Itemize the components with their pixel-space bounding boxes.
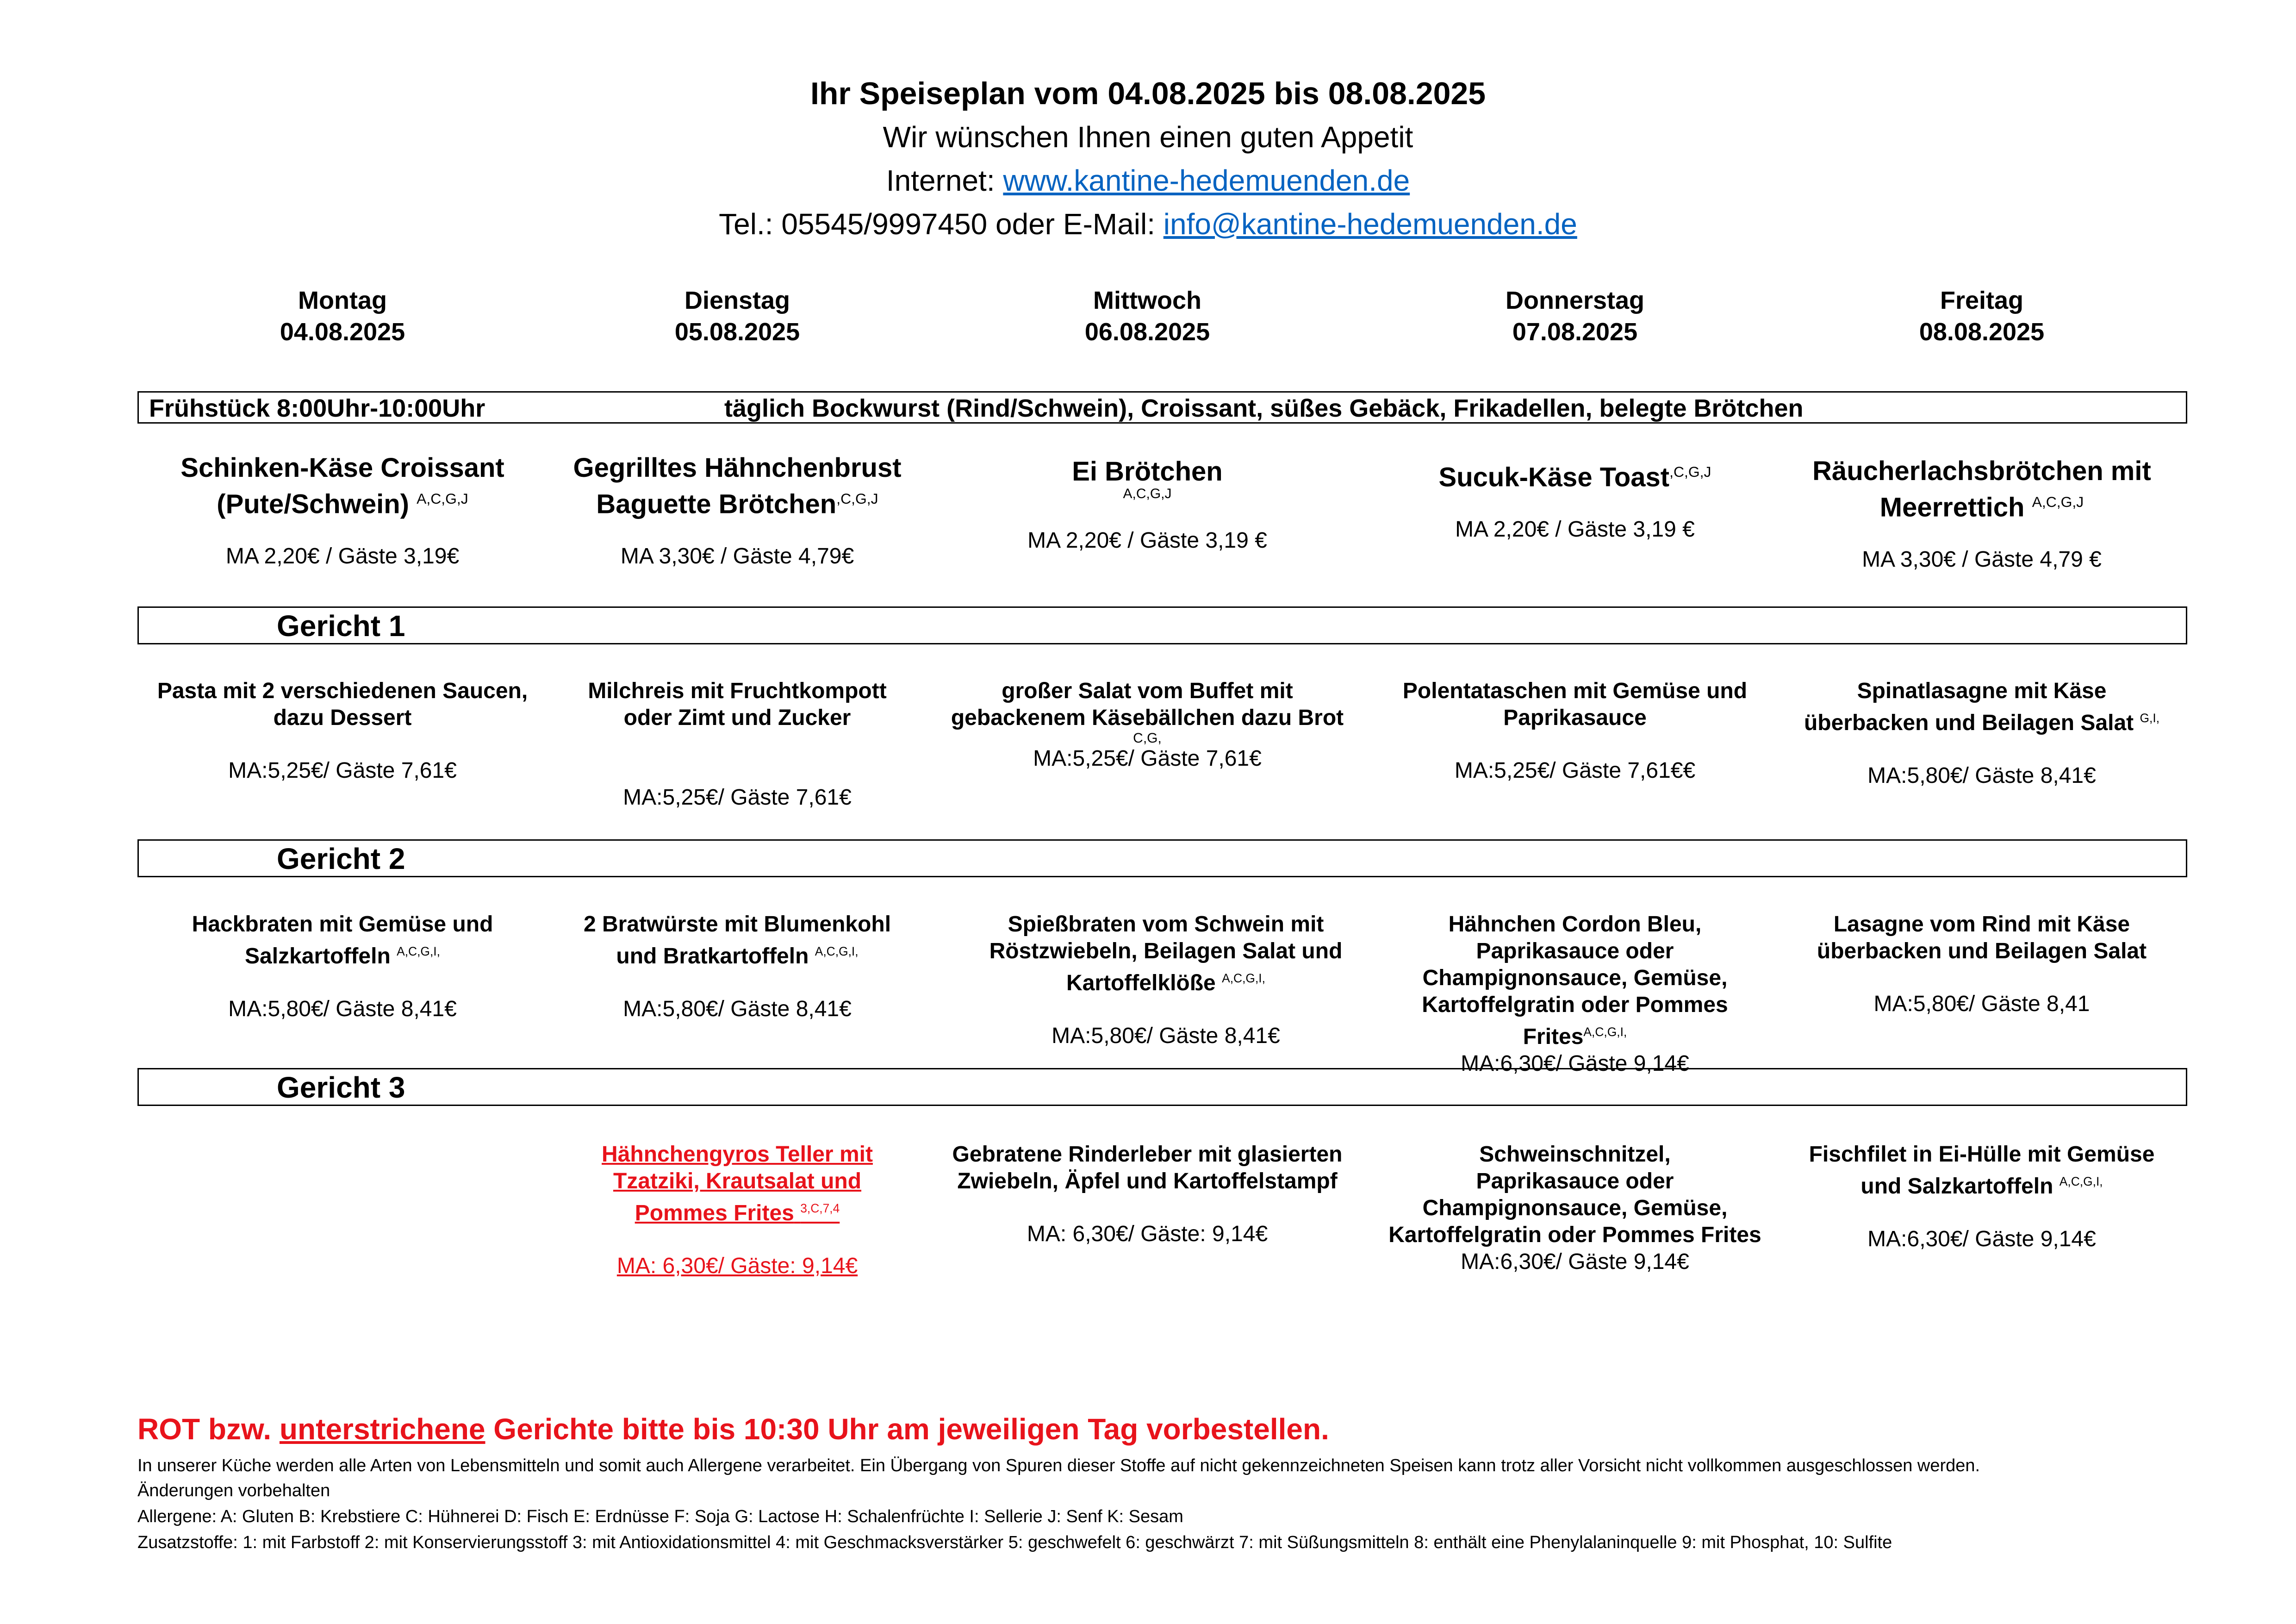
notice-text: ROT bzw.	[137, 1412, 280, 1446]
dish-line: Meerrettich	[1879, 492, 2025, 523]
allergen-codes: 3,C,7,4	[800, 1201, 840, 1215]
dish-line: gebackenem Käsebällchen dazu Brot	[951, 706, 1344, 730]
dish-line: Schinken-Käse Croissant	[180, 453, 504, 483]
gericht-1-bar	[137, 606, 2187, 644]
gericht2-item-thursday	[1385, 911, 1765, 1077]
dish-line: großer Salat vom Buffet mit	[1002, 679, 1293, 703]
dish-line: Salzkartoffeln	[245, 944, 391, 968]
dish-name	[153, 678, 532, 731]
gericht2-item-monday	[153, 911, 532, 1023]
dish-line: dazu Dessert	[273, 706, 412, 730]
dish-name	[548, 453, 927, 519]
gericht-2-bar	[137, 839, 2187, 877]
dish-line: Paprikasauce oder	[1476, 1169, 1674, 1193]
day-header-thursday	[1390, 285, 1760, 348]
breakfast-item-friday	[1792, 456, 2172, 574]
dish-name	[548, 1141, 927, 1227]
dish-line: Kartoffelgratin oder Pommes Frites	[1388, 1223, 1761, 1247]
contact-line	[0, 202, 2296, 246]
dish-price: MA:5,25€/ Gäste 7,61€€	[1454, 758, 1696, 783]
dish-line: Röstzwiebeln, Beilagen Salat und	[989, 939, 1343, 963]
allergen-codes: ,C,G,J	[836, 490, 878, 507]
dish-line: überbacken und Beilagen Salat	[1804, 711, 2134, 735]
additives-legend: Zusatzstoffe: 1: mit Farbstoff 2: mit Konservierungsstoff 3: mit Antioxidationsmittel 4: mit Geschmacksverstärker 5: geschwefelt 6: geschwärzt 7: mit Süßungsmitteln 8: enthält eine Phenylalaninquelle 9: mit Phosphat, 10: Sulfite	[137, 1533, 1892, 1552]
gericht3-item-thursday	[1381, 1141, 1769, 1275]
gericht1-item-thursday	[1385, 678, 1765, 784]
greeting-text: Wir wünschen Ihnen einen guten Appetit	[883, 120, 1413, 154]
dish-line: oder Zimt und Zucker	[623, 706, 851, 730]
dish-price: MA 2,20€ / Gäste 3,19 €	[1455, 517, 1695, 542]
dish-price: MA:6,30€/ Gäste 9,14€	[1867, 1227, 2096, 1251]
gericht3-item-tuesday	[548, 1141, 927, 1280]
dish-name	[153, 453, 532, 519]
changes-note: Änderungen vorbehalten	[137, 1481, 330, 1500]
dish-line: Baguette Brötchen	[596, 489, 837, 519]
dish-price: MA:5,25€/ Gäste 7,61€	[623, 785, 852, 810]
day-name: Montag	[298, 287, 387, 314]
dish-price: MA 3,30€ / Gäste 4,79 €	[1862, 547, 2102, 572]
allergen-codes: A,C,G,J	[2032, 493, 2084, 510]
dish-name	[1381, 1141, 1769, 1249]
dish-line: Hähnchen Cordon Bleu,	[1448, 912, 1702, 937]
day-header-tuesday	[552, 285, 922, 348]
allergen-codes: A,C,G,I,	[397, 944, 440, 958]
breakfast-label: Frühstück 8:00Uhr-10:00Uhr	[149, 394, 485, 422]
dish-line: Gegrilltes Hähnchenbrust	[573, 453, 902, 483]
gericht-label: Gericht 1	[277, 609, 405, 643]
dish-line: Sucuk-Käse Toast	[1438, 462, 1670, 493]
breakfast-bar	[137, 391, 2187, 424]
allergen-codes: ,C,G,J	[1669, 463, 1711, 480]
dish-price: MA:6,30€/ Gäste 9,14€	[1461, 1249, 1689, 1274]
dish-name	[1792, 456, 2172, 523]
dish-price: MA 2,20€ / Gäste 3,19 €	[1027, 528, 1267, 553]
dish-line: Räucherlachsbrötchen mit	[1812, 456, 2151, 486]
dish-name	[1792, 911, 2172, 965]
day-name: Mittwoch	[1093, 287, 1201, 314]
day-name: Donnerstag	[1505, 287, 1645, 314]
day-header-wednesday	[962, 285, 1332, 348]
dish-line: Tzatziki, Krautsalat und	[613, 1169, 862, 1193]
dish-line: Paprikasauce	[1503, 706, 1647, 730]
dish-line: und Bratkartoffeln	[616, 944, 809, 968]
dish-name	[934, 1141, 1360, 1195]
day-date: 08.08.2025	[1919, 318, 2045, 346]
dish-name	[1385, 911, 1765, 1050]
dish-name	[548, 678, 927, 731]
allergen-codes: A,C,G,I,	[815, 944, 859, 958]
gericht-label: Gericht 2	[277, 842, 405, 875]
dish-name	[548, 911, 927, 970]
gericht-label: Gericht 3	[277, 1071, 405, 1104]
dish-line: Zwiebeln, Äpfel und Kartoffelstampf	[957, 1169, 1338, 1193]
notice-text: Gerichte bitte bis 10:30 Uhr am jeweiligen Tag vorbestellen.	[485, 1412, 1329, 1446]
dish-line: Pommes Frites	[635, 1201, 794, 1225]
dish-name: Ei Brötchen	[1072, 456, 1223, 487]
day-name: Dienstag	[684, 287, 790, 314]
allergen-codes: A,C,G,I,	[1583, 1025, 1627, 1039]
day-name: Freitag	[1940, 287, 2024, 314]
dish-name	[934, 678, 1360, 731]
preorder-notice	[137, 1410, 1329, 1449]
dish-name	[1385, 456, 1765, 493]
dish-line: Frites	[1523, 1024, 1584, 1049]
dish-line: Paprikasauce oder	[1476, 939, 1674, 963]
allergen-codes: A,C,G,J	[417, 490, 468, 507]
internet-label: Internet:	[886, 164, 1003, 197]
gericht1-item-wednesday	[934, 678, 1360, 772]
breakfast-item-thursday	[1385, 456, 1765, 543]
menu-header	[0, 72, 2296, 246]
dish-price: MA:5,80€/ Gäste 8,41€	[1052, 1024, 1280, 1048]
gericht1-item-tuesday	[548, 678, 927, 811]
dish-price: MA:5,25€/ Gäste 7,61€	[228, 758, 457, 783]
gericht3-item-wednesday	[934, 1141, 1360, 1248]
dish-line: Champignonsauce, Gemüse,	[1422, 966, 1728, 990]
gericht2-item-wednesday	[958, 911, 1374, 1049]
dish-price: MA 3,30€ / Gäste 4,79€	[620, 544, 854, 569]
dish-line: Kartoffelgratin oder Pommes	[1422, 993, 1728, 1017]
dish-price: MA:5,80€/ Gäste 8,41€	[1867, 763, 2096, 788]
dish-price: MA:5,80€/ Gäste 8,41€	[228, 997, 457, 1021]
gericht1-item-monday	[153, 678, 532, 784]
day-date: 05.08.2025	[674, 318, 800, 346]
allergen-codes: G,I,	[2140, 711, 2160, 725]
dish-price: MA 2,20€ / Gäste 3,19€	[225, 544, 460, 569]
dish-line: Champignonsauce, Gemüse,	[1422, 1196, 1728, 1220]
breakfast-daily-text: täglich Bockwurst (Rind/Schwein), Croissant, süßes Gebäck, Frikadellen, belegte Brötchen	[724, 394, 1804, 422]
day-date: 06.08.2025	[1084, 318, 1210, 346]
dish-price: MA:5,80€/ Gäste 8,41	[1873, 992, 2090, 1016]
allergen-codes: A,C,G,I,	[2059, 1174, 2103, 1188]
dish-line: Spießbraten vom Schwein mit	[1008, 912, 1324, 937]
dish-name	[1385, 678, 1765, 731]
dish-name	[958, 911, 1374, 997]
dish-name	[1792, 1141, 2172, 1200]
allergen-disclaimer: In unserer Küche werden alle Arten von Lebensmitteln und somit auch Allergene verarbeitet. Ein Übergang von Spuren dieser Stoffe auf nicht gekennzeichneten Speisen kann trotz aller Vorsicht nicht vollkommen ausgeschlossen werden.	[137, 1456, 1980, 1475]
tel-label: Tel.: 05545/9997450 oder E-Mail:	[719, 207, 1164, 241]
gericht2-item-friday	[1792, 911, 2172, 1018]
allergen-codes: A,C,G,J	[1123, 486, 1172, 501]
day-header-monday	[157, 285, 528, 348]
dish-line: Milchreis mit Fruchtkompott	[588, 679, 887, 703]
website-link[interactable]: www.kantine-hedemuenden.de	[1003, 164, 1410, 197]
page-title: Ihr Speiseplan vom 04.08.2025 bis 08.08.2025	[810, 76, 1486, 111]
breakfast-item-monday	[153, 453, 532, 570]
dish-line: Hackbraten mit Gemüse und	[192, 912, 493, 937]
dish-price: MA:5,25€/ Gäste 7,61€	[1033, 746, 1262, 771]
internet-line	[0, 159, 2296, 202]
notice-underlined: unterstrichene	[279, 1412, 485, 1446]
gericht-3-bar	[137, 1068, 2187, 1106]
day-date: 04.08.2025	[280, 318, 405, 346]
dish-line: Spinatlasagne mit Käse	[1857, 679, 2107, 703]
dish-line: Schweinschnitzel,	[1479, 1142, 1671, 1167]
dish-line: Polentataschen mit Gemüse und	[1402, 679, 1748, 703]
dish-line: 2 Bratwürste mit Blumenkohl	[583, 912, 891, 937]
dish-price: MA: 6,30€/ Gäste: 9,14€	[616, 1254, 858, 1278]
allergen-codes: C,G,	[1133, 731, 1162, 746]
allergen-legend: Allergene: A: Gluten B: Krebstiere C: Hühnerei D: Fisch E: Erdnüsse F: Soja G: Lactose H: Schalenfrüchte I: Sellerie J: Senf K: Sesam	[137, 1507, 1183, 1526]
dish-price: MA:6,30€/ Gäste 9,14€	[1461, 1051, 1689, 1076]
dish-line: Fischfilet in Ei-Hülle mit Gemüse	[1809, 1142, 2155, 1167]
gericht1-item-friday	[1787, 678, 2176, 789]
day-date: 07.08.2025	[1512, 318, 1638, 346]
dish-price: MA: 6,30€/ Gäste: 9,14€	[1027, 1222, 1268, 1246]
email-link[interactable]: info@kantine-hedemuenden.de	[1163, 207, 1577, 241]
dish-name	[1787, 678, 2176, 737]
gericht3-item-friday	[1792, 1141, 2172, 1253]
dish-name	[153, 911, 532, 970]
dish-price: MA:5,80€/ Gäste 8,41€	[623, 997, 852, 1021]
breakfast-item-wednesday	[958, 456, 1337, 555]
dish-line: Gebratene Rinderleber mit glasierten	[952, 1142, 1343, 1167]
gericht2-item-tuesday	[548, 911, 927, 1023]
dish-line: Hähnchengyros Teller mit	[602, 1142, 873, 1167]
dish-line: (Pute/Schwein)	[217, 489, 409, 519]
breakfast-item-tuesday	[548, 453, 927, 570]
dish-line: Kartoffelklöße	[1066, 971, 1216, 995]
allergen-codes: A,C,G,I,	[1222, 971, 1265, 985]
dish-line: Pasta mit 2 verschiedenen Saucen,	[157, 679, 528, 703]
day-header-friday	[1797, 285, 2167, 348]
dish-line: und Salzkartoffeln	[1860, 1174, 2053, 1199]
dish-line: überbacken und Beilagen Salat	[1817, 939, 2147, 963]
dish-line: Lasagne vom Rind mit Käse	[1833, 912, 2130, 937]
